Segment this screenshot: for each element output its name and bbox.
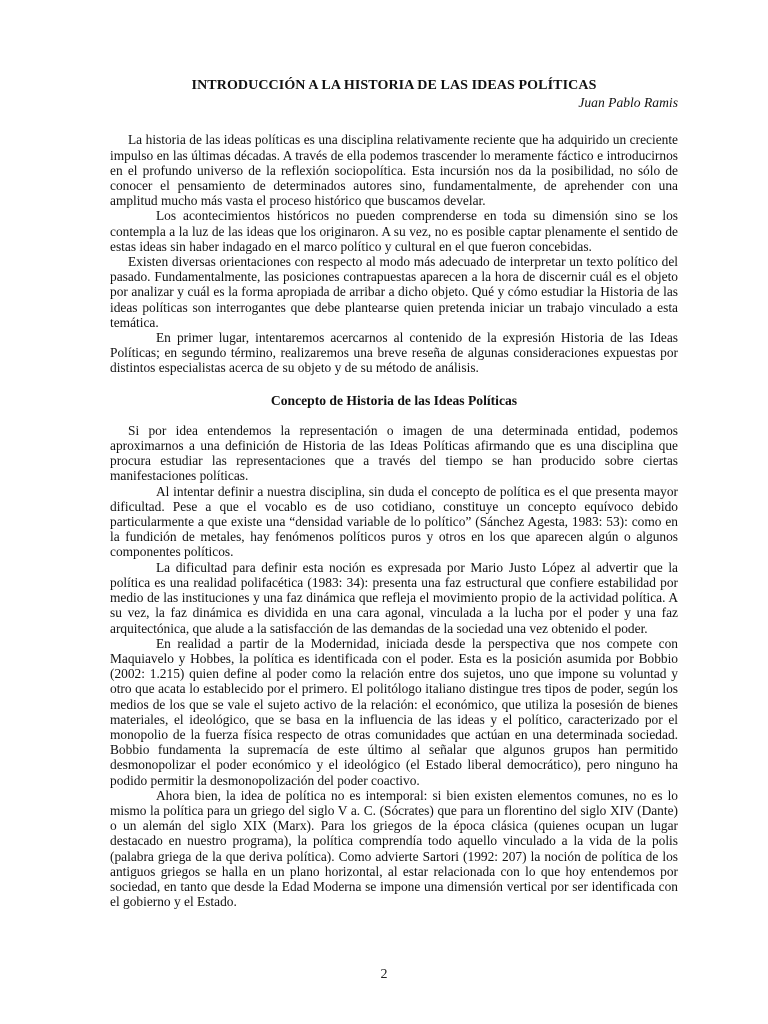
paragraph: Existen diversas orientaciones con respecto al modo más adecuado de interpretar un texto político del pasado. Fundamentalmente, las posiciones contrapuestas aparecen a la hora de discernir cuál es el objeto por analizar y cuál es la forma apropiada de arribar a dicho objeto. Qué y cómo estudiar la Historia de las ideas políticas son interrogantes que debe plantearse quien pretenda iniciar un trabajo vinculado a esta temática. — [110, 254, 678, 330]
paragraph: Al intentar definir a nuestra disciplina, sin duda el concepto de política es el que presenta mayor dificultad. Pese a que el vocablo es de uso cotidiano, constituye un concepto equívoco debido particularmente a que existe una “densidad variable de lo político” (Sánchez Agesta, 1983: 53): como en la fundición de metales, hay fenómenos políticos puros y otros en los que aparecen algún o algunos componentes políticos. — [110, 483, 678, 560]
paragraph: En realidad a partir de la Modernidad, iniciada desde la perspectiva que nos compete con Maquiavelo y Hobbes, la política es identificada con el poder. Esta es la posición asumida por Bobbio (2002: 1.215) quien define al poder como la relación entre dos sujetos, uno que impone su voluntad y otro que acata lo establecido por el primero. El politólogo italiano distingue tres tipos de poder, según los medios de los que se vale el sujeto activo de la relación: el económico, que utiliza la posesión de bienes materiales, el ideológico, que se basa en la influencia de las ideas y el político, caracterizado por el monopolio de la fuerza física respecto de otras comunidades que actúan en una determinada sociedad. Bobbio fundamenta la supremacía de este último al señalar que algunos grupos han permitido desmonopolizar el poder económico y el ideológico (el Estado liberal democrático), pero ninguno ha podido permitir la desmonopolización del poder coactivo. — [110, 635, 678, 788]
document-title: INTRODUCCIÓN A LA HISTORIA DE LAS IDEAS POLÍTICAS — [191, 78, 597, 93]
page-number: 2 — [380, 967, 388, 982]
paragraph: La dificultad para definir esta noción es expresada por Mario Justo López al advertir que la política es una realidad polifacética (1983: 34): presenta una faz estructural que confiere estabilidad por medio de las instituciones y una faz dinámica que refleja el movimiento propio de la actividad política. A su vez, la faz dinámica es dividida en una cara agonal, vinculada a la lucha por el poder y una faz arquitectónica, que alude a la satisfacción de las demandas de la sociedad una vez obtenido el poder. — [110, 559, 678, 636]
document-page — [110, 70, 678, 909]
paragraph: Los acontecimientos históricos no pueden comprenderse en toda su dimensión sino se los contempla a la luz de las ideas que los originaron. A su vez, no es posible captar plenamente el sentido de estas ideas sin haber indagado en el marco político y cultural en el que fueron concebidas. — [110, 208, 678, 254]
section-heading: Concepto de Historia de las Ideas Políticas — [270, 392, 518, 408]
paragraph: La historia de las ideas políticas es una disciplina relativamente reciente que ha adquirido un creciente impulso en las últimas décadas. A través de ella podemos trascender lo meramente fáctico e introducirnos en el profundo universo de la reflexión sociopolítica. Esta incursión nos da la posibilidad, no sólo de conocer el pensamiento de determinados autores sino, fundamentalmente, de aprehender con una amplitud mucho más vasta el proceso histórico que buscamos develar. — [110, 132, 678, 209]
document-author: Juan Pablo Ramis — [578, 95, 678, 111]
paragraph: En primer lugar, intentaremos acercarnos al contenido de la expresión Historia de las Ideas Políticas; en segundo término, realizaremos una breve reseña de algunas consideraciones expuestas por distintos especialistas acerca de su objeto y de su método de análisis. — [110, 330, 678, 376]
paragraph: Ahora bien, la idea de política no es intemporal: si bien existen elementos comunes, no es lo mismo la política para un griego del siglo V a. C. (Sócrates) que para un florentino del siglo XIV (Dante) o un alemán del siglo XIX (Marx). Para los griegos de la época clásica (quienes ocupan un lugar destacado en nuestro programa), la política comprendía todo aquello vinculado a la vida de la polis (palabra griega de la que deriva política). Como advierte Sartori (1992: 207) la noción de política de los antiguos griegos se halla en un plano horizontal, al estar relacionada con lo que hoy entendemos por sociedad, en tanto que desde la Edad Moderna se impone una dimensión vertical por ser identificada con el gobierno y el Estado. — [110, 787, 678, 910]
paragraph: Si por idea entendemos la representación o imagen de una determinada entidad, podemos aproximarnos a una definición de Historia de las Ideas Políticas afirmando que es una disciplina que procura estudiar las representaciones que a través del tiempo se han producido sobre ciertas manifestaciones políticas. — [110, 422, 678, 484]
